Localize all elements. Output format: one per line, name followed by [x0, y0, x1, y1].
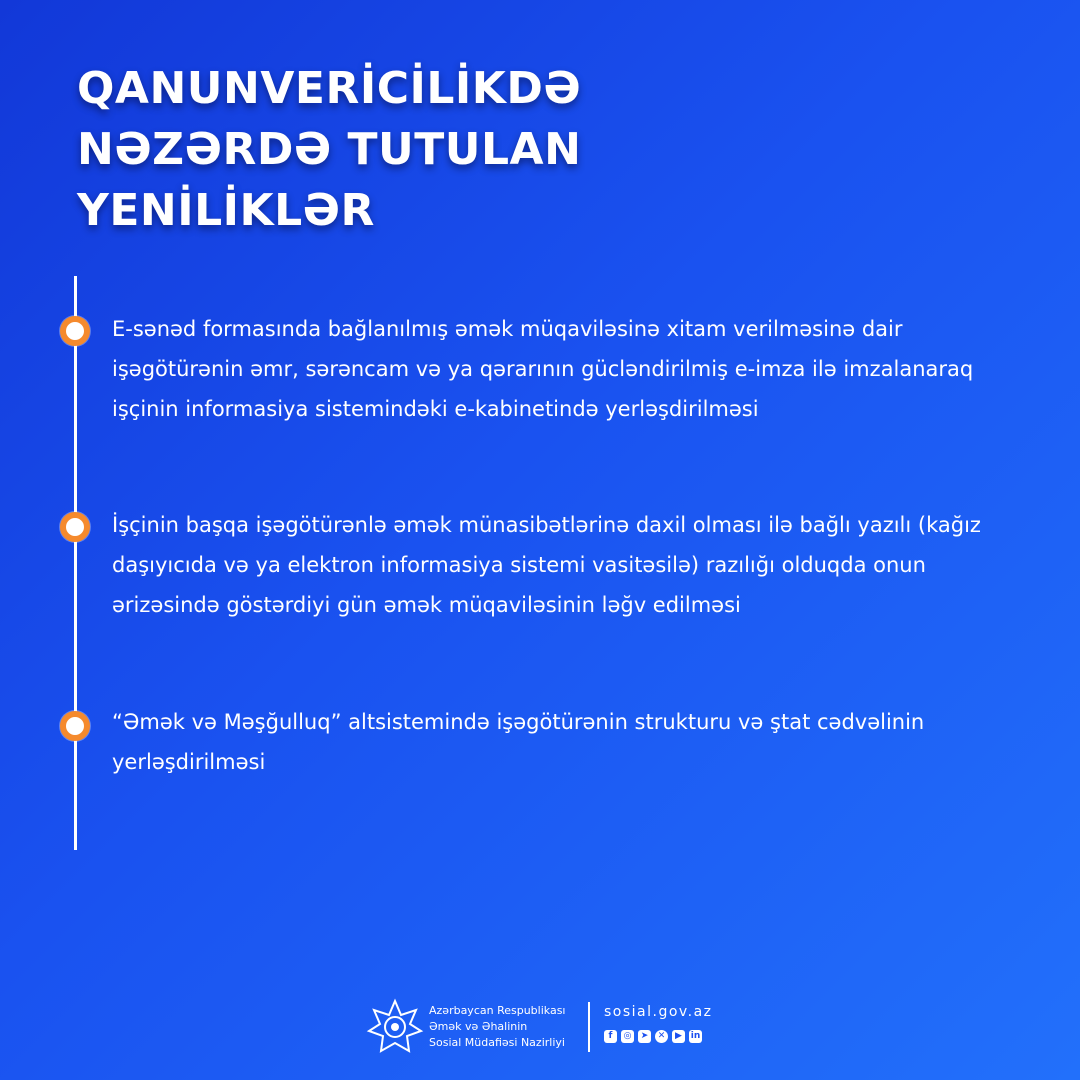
title-line-3: YENİLİKLƏR	[77, 185, 375, 236]
timeline-line	[74, 276, 77, 850]
youtube-icon[interactable]: ▶	[672, 1030, 685, 1043]
title-line-1: QANUNVERİCİLİKDƏ	[77, 63, 582, 114]
page-title	[77, 58, 837, 241]
x-icon[interactable]: ✕	[655, 1030, 668, 1043]
ministry-name	[429, 1003, 565, 1051]
website-link[interactable]: sosial.gov.az	[604, 1004, 713, 1020]
linkedin-icon[interactable]: in	[690, 1031, 701, 1041]
title-line-2: NƏZƏRDƏ TUTULAN	[77, 124, 582, 175]
ministry-line-3: Sosial Müdafiəsi Nazirliyi	[429, 1036, 565, 1049]
footer	[366, 998, 726, 1058]
ministry-emblem-icon	[366, 998, 424, 1056]
list-item-1: E-sənəd formasında bağlanılmış əmək müqaviləsinə xitam verilməsinə dair işəgötürənin əmr, sərəncam və ya qərarının gücləndirilmiş e-imza ilə imzalanaraq işçinin informasiya sistemindəki e-kabinetində yerləşdirilməsi	[112, 317, 974, 421]
footer-divider	[588, 1002, 590, 1052]
social-icons	[604, 1030, 702, 1043]
timeline-dot-3	[60, 711, 90, 741]
facebook-icon[interactable]: f	[604, 1030, 617, 1043]
list-item-3: “Əmək və Məşğulluq” altsistemində işəgötürənin strukturu və ştat cədvəlinin yerləşdirilməsi	[112, 710, 925, 774]
timeline-dot-1	[60, 316, 90, 346]
telegram-icon[interactable]: ➤	[638, 1030, 651, 1043]
timeline-dot-2	[60, 512, 90, 542]
list-item-2: İşçinin başqa işəgötürənlə əmək münasibətlərinə daxil olması ilə bağlı yazılı (kağız daşıyıcıda və ya elektron informasiya sistemi vasitəsilə) razılığı olduqda onun ərizəsində göstərdiyi gün əmək müqaviləsinin ləğv edilməsi	[112, 513, 981, 617]
ministry-line-1: Azərbaycan Respublikası	[429, 1004, 566, 1017]
instagram-icon[interactable]: ◎	[621, 1030, 634, 1043]
ministry-line-2: Əmək və Əhalinin	[429, 1020, 528, 1033]
